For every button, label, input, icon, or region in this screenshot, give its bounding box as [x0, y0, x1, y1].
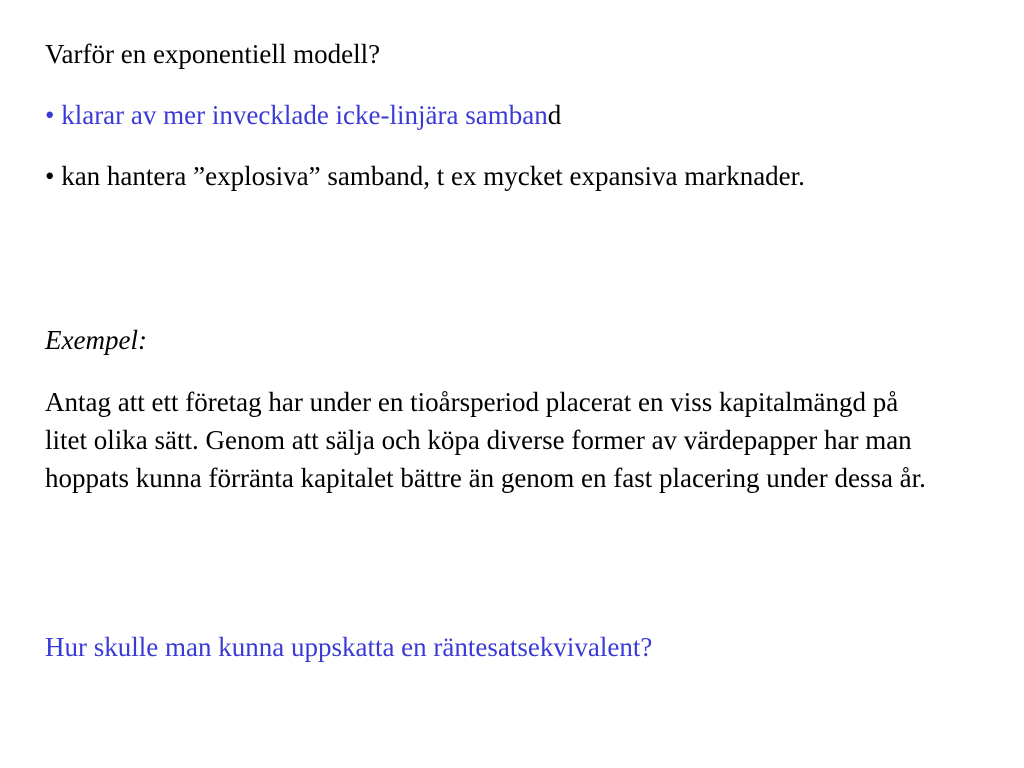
example-label-text: Exempel:: [45, 325, 147, 355]
example-label: [45, 322, 147, 358]
bullet-item-2: [45, 157, 865, 195]
bullet-text-blue: klarar av mer invecklade icke-linjära samban: [61, 100, 548, 130]
bullet-item-1: [45, 97, 561, 133]
bullet-text-black: d: [547, 100, 562, 130]
question-text: Hur skulle man kunna uppskatta en räntesatsekvivalent?: [45, 632, 653, 662]
example-paragraph: [45, 383, 945, 497]
bullet-marker: •: [45, 161, 55, 191]
bullet-text: kan hantera ”explosiva” samband, t ex mycket expansiva marknader.: [61, 161, 805, 191]
example-paragraph-text: Antag att ett företag har under en tioårsperiod placerat en viss kapitalmängd på litet olika sätt. Genom att sälja och köpa diverse former av värdepapper har man hoppats kunna förränta kapitalet bättre än genom en fast placering under dessa år.: [45, 387, 926, 493]
bullet-marker: •: [45, 100, 55, 130]
heading-text: Varför en exponentiell modell?: [45, 39, 381, 69]
question-line: [45, 629, 652, 665]
slide-heading: [45, 36, 380, 72]
